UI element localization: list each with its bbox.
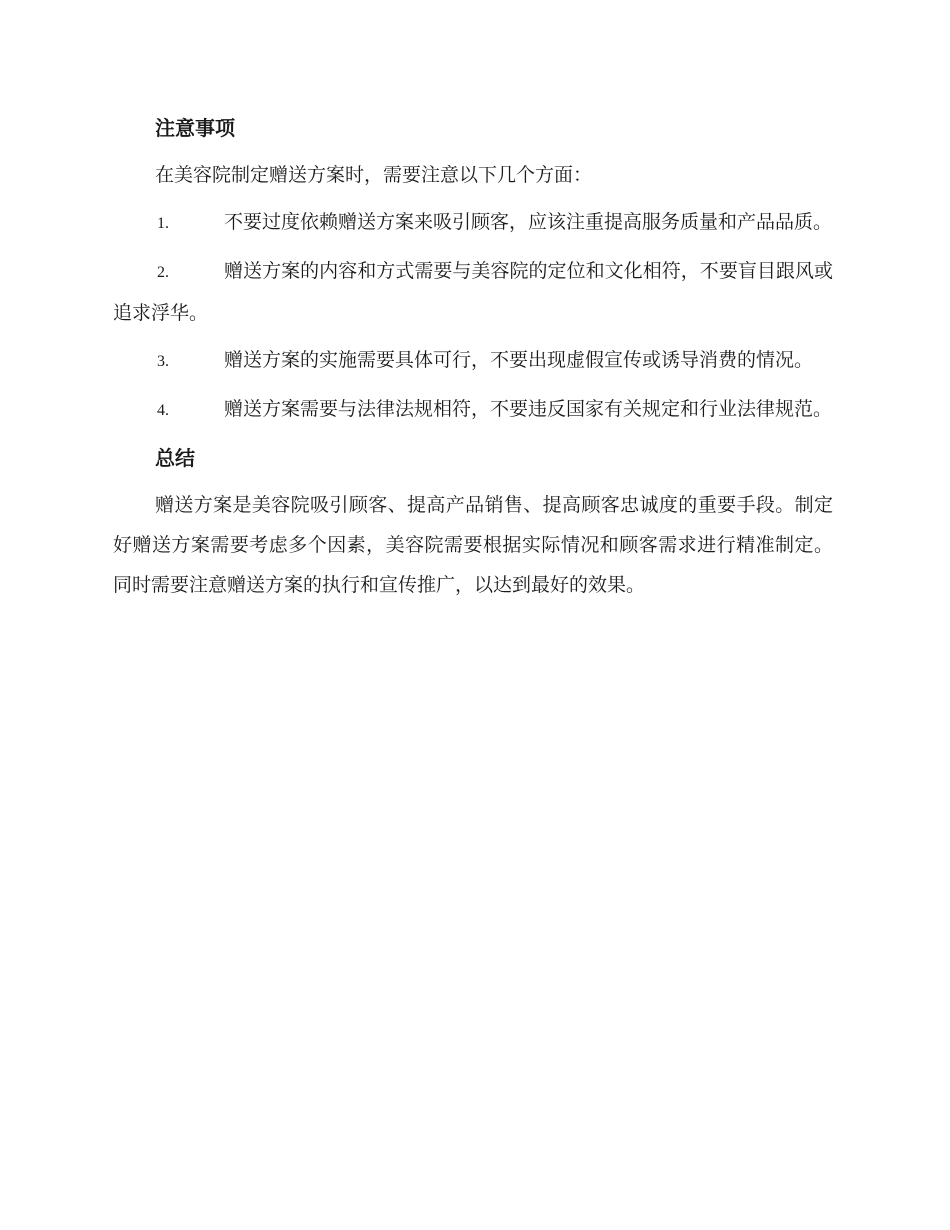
list-item	[113, 389, 833, 431]
list-item-text: 赠送方案需要与法律法规相符，不要违反国家有关规定和行业法律规范。	[224, 398, 833, 420]
summary-paragraph: 赠送方案是美容院吸引顾客、提高产品销售、提高顾客忠诚度的重要手段。制定好赠送方案需要考虑多个因素，美容院需要根据实际情况和顾客需求进行精准制定。同时需要注意赠送方案的执行和宣传推广，以达到最好的效果。	[113, 494, 833, 596]
section-intro: 在美容院制定赠送方案时，需要注意以下几个方面：	[155, 164, 593, 186]
list-item-number: 2.	[157, 264, 169, 281]
list-item	[113, 202, 833, 244]
list-item-text: 不要过度依赖赠送方案来吸引顾客，应该注重提高服务质量和产品品质。	[224, 211, 833, 233]
list-item-number: 1.	[157, 215, 169, 232]
list-item	[113, 251, 833, 333]
document-page	[113, 108, 833, 612]
list-item-text: 赠送方案的内容和方式需要与美容院的定位和文化相符，不要盲目跟风或追求浮华。	[113, 260, 833, 324]
list-item	[113, 340, 833, 382]
list-item-number: 4.	[157, 402, 169, 419]
section-heading-notes: 注意事项	[155, 116, 235, 140]
list-item-number: 3.	[157, 353, 169, 370]
list-item-text: 赠送方案的实施需要具体可行，不要出现虚假宣传或诱导消费的情况。	[224, 349, 814, 371]
section-heading-summary: 总结	[155, 446, 195, 470]
